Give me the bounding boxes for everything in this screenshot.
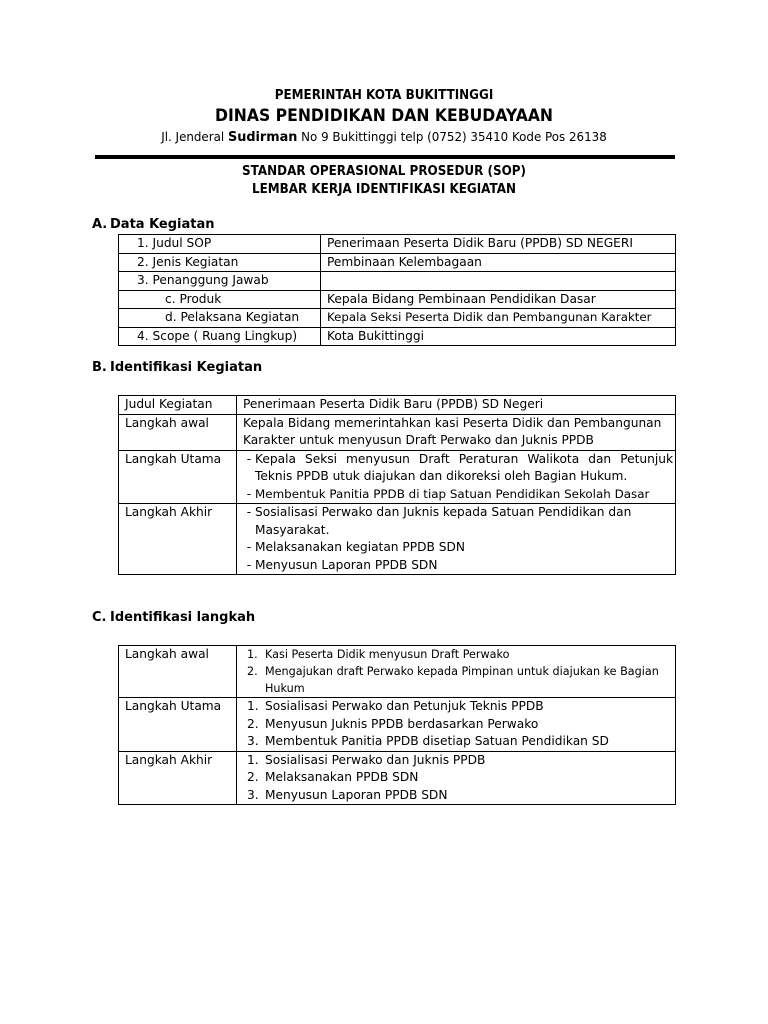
identifikasi-langkah-table bbox=[118, 645, 676, 805]
address-street: Sudirman bbox=[227, 129, 298, 145]
list-item bbox=[243, 752, 669, 770]
table-row bbox=[119, 751, 676, 805]
table-row bbox=[119, 309, 676, 328]
row-value bbox=[237, 646, 676, 698]
list-item-text: Kepala Seksi menyusun Draft Peraturan Walikota dan Petunjuk Teknis PPDB utuk diajukan dan dikoreksi oleh Bagian Hukum. bbox=[255, 451, 673, 483]
address-suffix: No 9 Bukittinggi telp (0752) 35410 Kode Pos 26138 bbox=[297, 129, 607, 144]
row-value: Kota Bukittinggi bbox=[321, 327, 676, 346]
department-name: DINAS PENDIDIKAN DAN KEBUDAYAAN bbox=[214, 106, 554, 126]
dash-bullet: - bbox=[246, 557, 252, 572]
item-number: 1. bbox=[247, 752, 259, 767]
row-value: Kepala Bidang memerintahkan kasi Peserta Didik dan Pembangunan Karakter untuk menyusun Draft Perwako dan Juknis PPDB bbox=[237, 414, 676, 450]
row-label: Judul Kegiatan bbox=[119, 396, 237, 415]
dash-bullet: - bbox=[246, 486, 252, 501]
row-value bbox=[237, 450, 676, 504]
list-item-text: Mengajukan draft Perwako kepada Pimpinan untuk diajukan ke Bagian Hukum bbox=[265, 665, 659, 695]
list-item-text: Menyusun Laporan PPDB SDN bbox=[255, 557, 438, 572]
section-b-heading bbox=[92, 360, 262, 375]
item-number: 3. bbox=[247, 734, 259, 748]
list-item-text: Sosialisasi Perwako dan Juknis kepada Satuan Pendidikan dan Masyarakat. bbox=[255, 505, 632, 537]
row-value bbox=[237, 751, 676, 805]
dash-bullet: - bbox=[246, 540, 252, 554]
list-item-text: Menyusun Laporan PPDB SDN bbox=[265, 787, 448, 802]
row-label: 3. Penanggung Jawab bbox=[119, 272, 321, 291]
row-label: 4. Scope ( Ruang Lingkup) bbox=[119, 327, 321, 346]
row-label: 2. Jenis Kegiatan bbox=[119, 253, 321, 272]
row-label: Langkah Akhir bbox=[119, 751, 237, 805]
list-item-text: Membentuk Panitia PPDB disetiap Satuan Pendidikan SD bbox=[265, 734, 609, 748]
list-item bbox=[243, 698, 669, 716]
header-divider bbox=[95, 155, 675, 159]
row-value bbox=[237, 698, 676, 752]
row-label: Langkah awal bbox=[119, 414, 237, 450]
row-label: Langkah Utama bbox=[119, 450, 237, 504]
row-value bbox=[237, 504, 676, 575]
list-item bbox=[243, 663, 669, 697]
table-row bbox=[119, 235, 676, 254]
list-item-text: Sosialisasi Perwako dan Juknis PPDB bbox=[265, 752, 486, 767]
table-row bbox=[119, 290, 676, 309]
identifikasi-kegiatan-table bbox=[118, 395, 676, 575]
dash-bullet: - bbox=[246, 451, 252, 466]
section-a-heading bbox=[92, 217, 215, 232]
row-value: Pembinaan Kelembagaan bbox=[321, 253, 676, 272]
section-a-letter: A. bbox=[92, 217, 108, 232]
item-number: 2. bbox=[247, 665, 258, 678]
list-item bbox=[243, 787, 669, 805]
list-item-text: Menyusun Juknis PPDB berdasarkan Perwako bbox=[265, 716, 539, 731]
address-line bbox=[19, 129, 749, 145]
row-label: Langkah awal bbox=[119, 646, 237, 698]
table-row bbox=[119, 646, 676, 698]
table-row bbox=[119, 272, 676, 291]
item-number: 1. bbox=[247, 648, 258, 661]
list-item-text: Melaksanakan PPDB SDN bbox=[265, 770, 419, 784]
item-number: 2. bbox=[247, 770, 259, 784]
table-row bbox=[119, 253, 676, 272]
row-value: Penerimaan Peserta Didik Baru (PPDB) SD NEGERI bbox=[321, 235, 676, 254]
section-a-title: Data Kegiatan bbox=[110, 217, 215, 232]
table-row bbox=[119, 450, 676, 504]
row-value: Penerimaan Peserta Didik Baru (PPDB) SD Negeri bbox=[237, 396, 676, 415]
list-item bbox=[243, 486, 673, 504]
document-title: STANDAR OPERASIONAL PROSEDUR (SOP) bbox=[242, 164, 526, 179]
row-value bbox=[321, 272, 676, 291]
section-c-letter: C. bbox=[92, 610, 107, 625]
list-item-text: Sosialisasi Perwako dan Petunjuk Teknis PPDB bbox=[265, 699, 544, 713]
list-item-text: Melaksanakan kegiatan PPDB SDN bbox=[255, 540, 465, 554]
section-c-heading bbox=[92, 610, 255, 625]
row-label: Langkah Utama bbox=[119, 698, 237, 752]
row-value: Kepala Seksi Peserta Didik dan Pembangunan Karakter bbox=[321, 309, 676, 328]
item-number: 2. bbox=[247, 716, 259, 731]
section-b-letter: B. bbox=[92, 360, 107, 375]
list-item bbox=[243, 733, 669, 751]
list-item bbox=[243, 646, 669, 663]
data-kegiatan-table bbox=[118, 234, 676, 346]
item-number: 1. bbox=[247, 699, 259, 713]
row-label: c. Produk bbox=[119, 290, 321, 309]
list-item bbox=[243, 451, 673, 486]
list-item-text: Membentuk Panitia PPDB di tiap Satuan Pendidikan Sekolah Dasar bbox=[255, 486, 650, 501]
row-value: Kepala Bidang Pembinaan Pendidikan Dasar bbox=[321, 290, 676, 309]
section-b-title: Identifikasi Kegiatan bbox=[110, 360, 263, 375]
document-subtitle: LEMBAR KERJA IDENTIFIKASI KEGIATAN bbox=[251, 182, 517, 197]
list-item bbox=[243, 539, 669, 557]
list-item-text: Kasi Peserta Didik menyusun Draft Perwako bbox=[265, 648, 510, 661]
table-row bbox=[119, 504, 676, 575]
row-label: Langkah Akhir bbox=[119, 504, 237, 575]
government-name: PEMERINTAH KOTA BUKITTINGGI bbox=[274, 88, 494, 103]
table-row bbox=[119, 414, 676, 450]
row-label: d. Pelaksana Kegiatan bbox=[119, 309, 321, 328]
row-label: 1. Judul SOP bbox=[119, 235, 321, 254]
table-row bbox=[119, 327, 676, 346]
list-item bbox=[243, 557, 669, 575]
table-row bbox=[119, 698, 676, 752]
dash-bullet: - bbox=[246, 505, 252, 519]
list-item bbox=[243, 769, 669, 787]
item-number: 3. bbox=[247, 787, 259, 802]
table-row bbox=[119, 396, 676, 415]
list-item bbox=[243, 716, 669, 734]
address-prefix: Jl. Jenderal bbox=[161, 129, 228, 144]
list-item bbox=[243, 504, 669, 539]
section-c-title: Identifikasi langkah bbox=[110, 610, 256, 625]
